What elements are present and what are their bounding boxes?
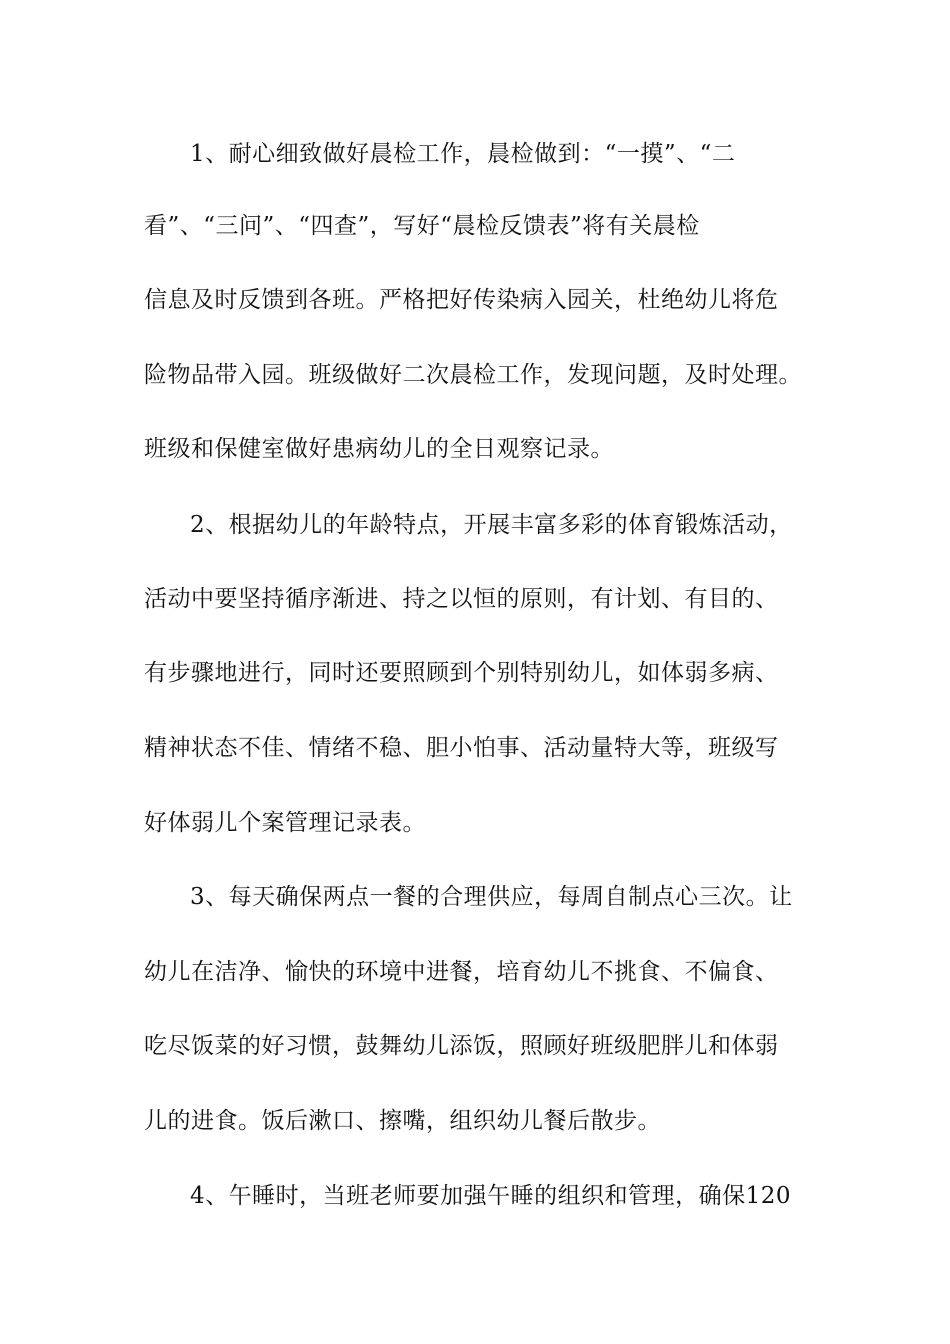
paragraph-1-line-2: 看”、“三问”、“四查”，写好“晨检反馈表”将有关晨检 <box>144 213 700 239</box>
paragraph-2-line-5: 好体弱儿个案管理记录表。 <box>144 810 426 836</box>
paragraph-3-line-4: 儿的进食。饭后漱口、擦嘴，组织幼儿餐后散步。 <box>144 1108 661 1134</box>
paragraph-2-line-3: 有步骤地进行，同时还要照顾到个别特别幼儿，如体弱多病、 <box>144 660 779 686</box>
paragraph-1-line-4: 险物品带入园。班级做好二次晨检工作，发现问题，及时处理。 <box>144 362 802 388</box>
paragraph-2-line-4: 精神状态不佳、情绪不稳、胆小怕事、活动量特大等，班级写 <box>144 735 779 761</box>
paragraph-2-line-1: 2、根据幼儿的年龄特点，开展丰富多彩的体育锻炼活动， <box>190 512 793 538</box>
paragraph-1-line-3: 信息及时反馈到各班。严格把好传染病入园关，杜绝幼儿将危 <box>144 287 779 313</box>
paragraph-1-line-1: 1、耐心细致做好晨检工作，晨检做到：“一摸”、“二 <box>190 141 736 167</box>
paragraph-2-line-2: 活动中要坚持循序渐进、持之以恒的原则，有计划、有目的、 <box>144 586 779 612</box>
paragraph-3-line-3: 吃尽饭菜的好习惯，鼓舞幼儿添饭，照顾好班级肥胖儿和体弱 <box>144 1033 779 1059</box>
paragraph-1-line-5: 班级和保健室做好患病幼儿的全日观察记录。 <box>144 436 614 462</box>
paragraph-3-line-1: 3、每天确保两点一餐的合理供应，每周自制点心三次。让 <box>190 884 793 910</box>
paragraph-3-line-2: 幼儿在洁净、愉快的环境中进餐，培育幼儿不挑食、不偏食、 <box>144 959 779 985</box>
paragraph-4-line-1: 4、午睡时，当班老师要加强午睡的组织和管理，确保120 <box>190 1183 792 1209</box>
